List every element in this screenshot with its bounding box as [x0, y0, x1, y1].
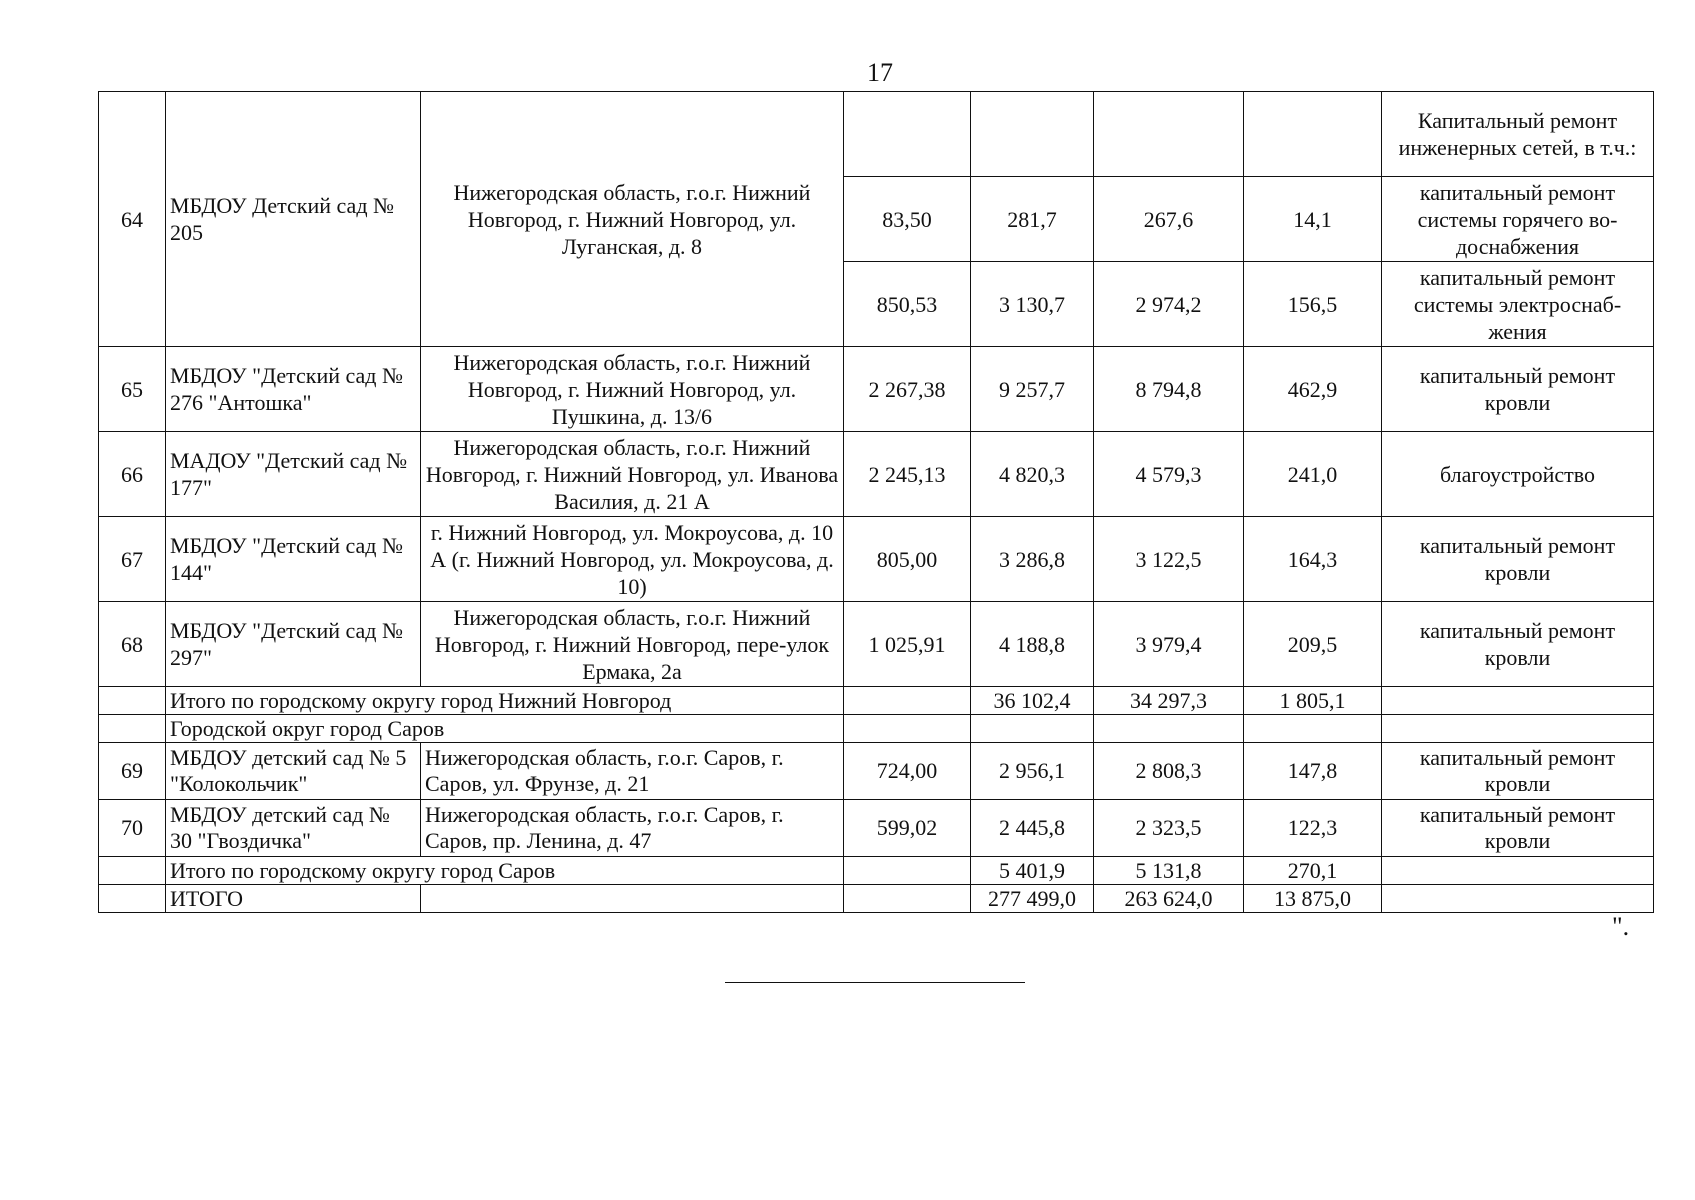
local-funds-cell [1244, 92, 1382, 177]
row-number: 68 [99, 602, 166, 687]
row-number: 65 [99, 347, 166, 432]
local-funds-cell: 241,0 [1244, 432, 1382, 517]
row-number: 64 [99, 92, 166, 347]
regional-funds-cell: 3 122,5 [1094, 517, 1244, 602]
area-cell: 850,53 [844, 262, 971, 347]
table-row [99, 800, 1654, 857]
total-cost-cell: 4 820,3 [971, 432, 1094, 517]
total-cost-cell: 2 445,8 [971, 800, 1094, 857]
grand-total-regional: 263 624,0 [1094, 885, 1244, 913]
area-cell [844, 92, 971, 177]
table-row [99, 92, 1654, 177]
institution-name: МАДОУ "Детский сад № 177" [166, 432, 421, 517]
subtotal-label: Итого по городскому округу город Нижний Новгород [166, 687, 844, 715]
institution-address: Нижегородская область, г.о.г. Нижний Новгород, г. Нижний Новгород, ул. Иванова Василия, д. 21 А [421, 432, 844, 517]
work-type-cell: Капитальный ремонт инженерных сетей, в т.ч.: [1382, 92, 1654, 177]
regional-funds-cell: 267,6 [1094, 177, 1244, 262]
grand-total-row [99, 885, 1654, 913]
regional-funds-cell: 4 579,3 [1094, 432, 1244, 517]
table-row [99, 602, 1654, 687]
regional-funds-cell [1094, 92, 1244, 177]
row-number: 69 [99, 743, 166, 800]
table-row [99, 347, 1654, 432]
work-type-cell: капитальный ремонт кровли [1382, 800, 1654, 857]
total-cost-cell: 2 956,1 [971, 743, 1094, 800]
total-cost-cell: 4 188,8 [971, 602, 1094, 687]
section-header-row [99, 715, 1654, 743]
institution-address: Нижегородская область, г.о.г. Нижний Новгород, г. Нижний Новгород, пере-улок Ермака, 2а [421, 602, 844, 687]
subtotal-regional: 34 297,3 [1094, 687, 1244, 715]
area-cell: 599,02 [844, 800, 971, 857]
regional-funds-cell: 8 794,8 [1094, 347, 1244, 432]
subtotal-regional: 5 131,8 [1094, 857, 1244, 885]
subtotal-total: 36 102,4 [971, 687, 1094, 715]
area-cell: 2 245,13 [844, 432, 971, 517]
work-type-cell: капитальный ремонт системы горячего во-доснабжения [1382, 177, 1654, 262]
institution-name: МБДОУ "Детский сад № 144" [166, 517, 421, 602]
subtotal-label: Итого по городскому округу город Саров [166, 857, 844, 885]
institution-address: Нижегородская область, г.о.г. Нижний Новгород, г. Нижний Новгород, ул. Пушкина, д. 13/6 [421, 347, 844, 432]
table-row [99, 517, 1654, 602]
grand-total-label: ИТОГО [166, 885, 421, 913]
row-number: 66 [99, 432, 166, 517]
area-cell: 724,00 [844, 743, 971, 800]
section-header: Городской округ город Саров [166, 715, 844, 743]
row-number: 70 [99, 800, 166, 857]
regional-funds-cell: 2 808,3 [1094, 743, 1244, 800]
local-funds-cell: 122,3 [1244, 800, 1382, 857]
work-type-cell: капитальный ремонт кровли [1382, 743, 1654, 800]
local-funds-cell: 164,3 [1244, 517, 1382, 602]
institution-address: Нижегородская область, г.о.г. Нижний Новгород, г. Нижний Новгород, ул. Луганская, д. 8 [421, 92, 844, 347]
subtotal-total: 5 401,9 [971, 857, 1094, 885]
subtotal-row [99, 687, 1654, 715]
total-cost-cell [971, 92, 1094, 177]
work-type-cell: капитальный ремонт системы электроснаб-жения [1382, 262, 1654, 347]
area-cell: 805,00 [844, 517, 971, 602]
work-type-cell: капитальный ремонт кровли [1382, 602, 1654, 687]
total-cost-cell: 3 286,8 [971, 517, 1094, 602]
total-cost-cell: 281,7 [971, 177, 1094, 262]
page-number: 17 [867, 58, 893, 87]
table-row [99, 743, 1654, 800]
local-funds-cell: 14,1 [1244, 177, 1382, 262]
local-funds-cell: 462,9 [1244, 347, 1382, 432]
subtotal-local: 270,1 [1244, 857, 1382, 885]
work-type-cell: благоустройство [1382, 432, 1654, 517]
area-cell: 83,50 [844, 177, 971, 262]
grand-total-total: 277 499,0 [971, 885, 1094, 913]
area-cell: 1 025,91 [844, 602, 971, 687]
repair-objects-table [98, 91, 1654, 913]
area-cell: 2 267,38 [844, 347, 971, 432]
row-number: 67 [99, 517, 166, 602]
subtotal-local: 1 805,1 [1244, 687, 1382, 715]
local-funds-cell: 156,5 [1244, 262, 1382, 347]
local-funds-cell: 209,5 [1244, 602, 1382, 687]
institution-address: Нижегородская область, г.о.г. Саров, г. Саров, пр. Ленина, д. 47 [421, 800, 844, 857]
footer-rule [725, 982, 1025, 983]
institution-name: МБДОУ Детский сад № 205 [166, 92, 421, 347]
work-type-cell: капитальный ремонт кровли [1382, 517, 1654, 602]
grand-total-local: 13 875,0 [1244, 885, 1382, 913]
table-row [99, 432, 1654, 517]
subtotal-row [99, 857, 1654, 885]
institution-name: МБДОУ детский сад № 5 "Колокольчик" [166, 743, 421, 800]
regional-funds-cell: 2 974,2 [1094, 262, 1244, 347]
institution-name: МБДОУ "Детский сад № 297" [166, 602, 421, 687]
institution-name: МБДОУ детский сад № 30 "Гвоздичка" [166, 800, 421, 857]
regional-funds-cell: 3 979,4 [1094, 602, 1244, 687]
regional-funds-cell: 2 323,5 [1094, 800, 1244, 857]
closing-quote: ". [1612, 912, 1630, 941]
local-funds-cell: 147,8 [1244, 743, 1382, 800]
institution-name: МБДОУ "Детский сад № 276 "Антошка" [166, 347, 421, 432]
total-cost-cell: 3 130,7 [971, 262, 1094, 347]
institution-address: г. Нижний Новгород, ул. Мокроусова, д. 10 А (г. Нижний Новгород, ул. Мокроусова, д. 10) [421, 517, 844, 602]
work-type-cell: капитальный ремонт кровли [1382, 347, 1654, 432]
institution-address: Нижегородская область, г.о.г. Саров, г. Саров, ул. Фрунзе, д. 21 [421, 743, 844, 800]
total-cost-cell: 9 257,7 [971, 347, 1094, 432]
